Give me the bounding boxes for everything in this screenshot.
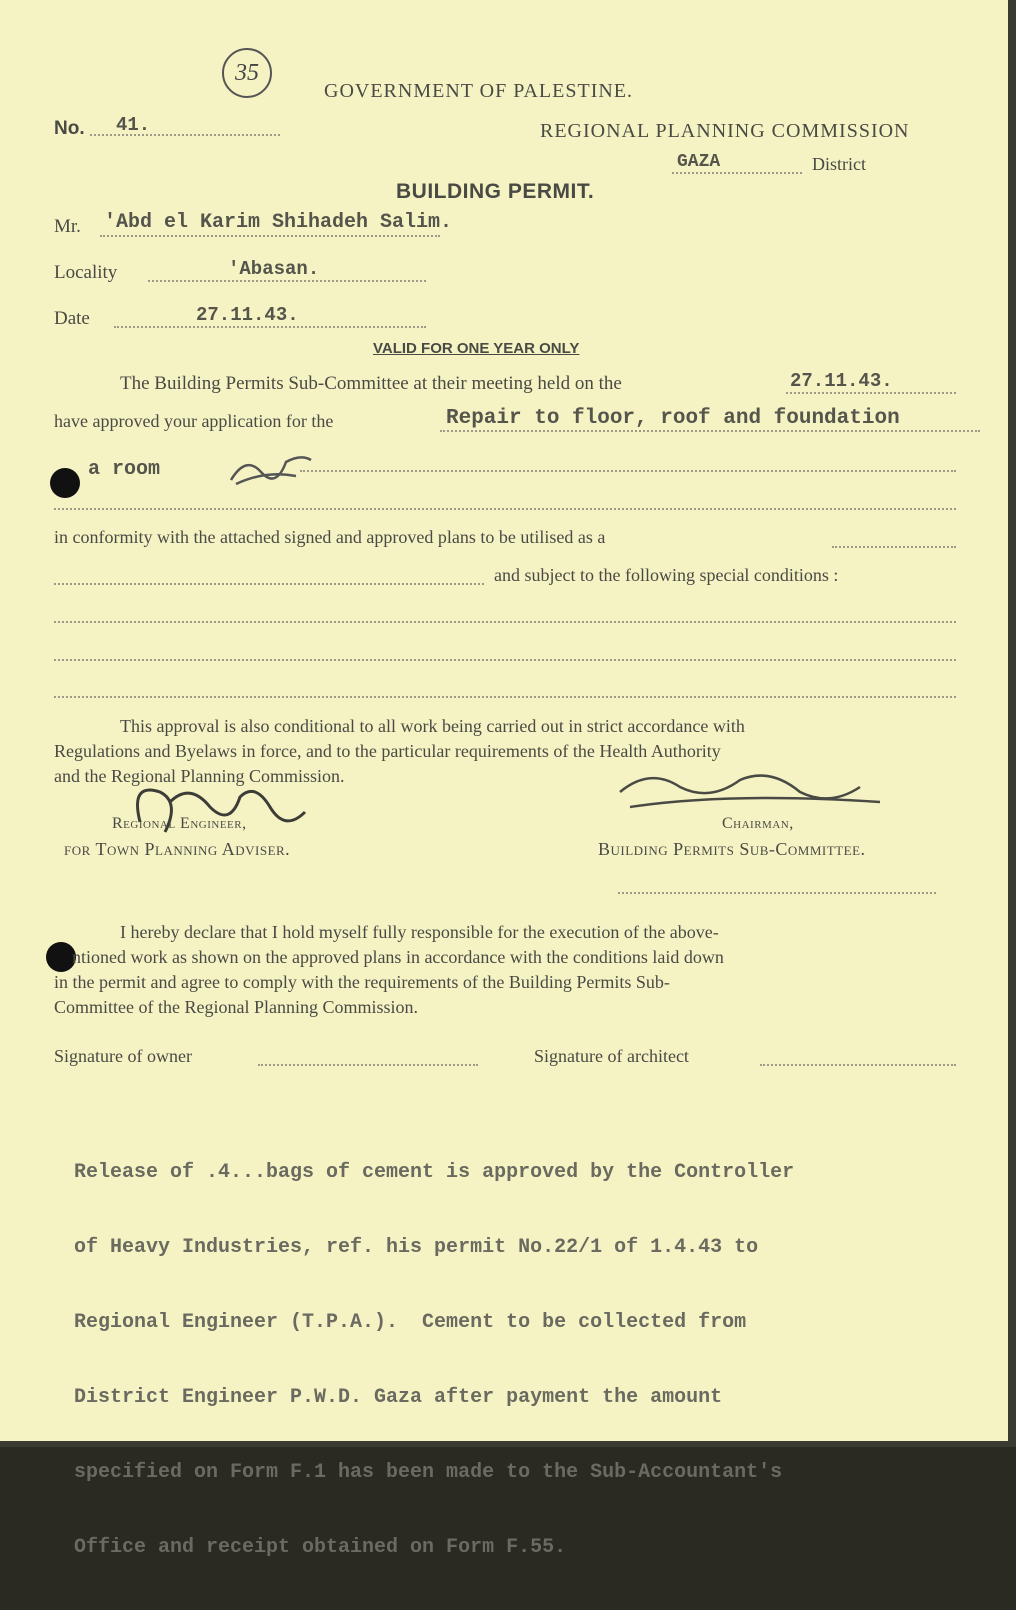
scan-edge-right bbox=[1008, 0, 1016, 1447]
conformity-text: in conformity with the attached signed and approved plans to be utilised as a bbox=[54, 527, 606, 547]
condition-dots-1 bbox=[54, 621, 956, 623]
condition-dots-2 bbox=[54, 659, 956, 661]
sub-committee-title: Building Permits Sub-Committee. bbox=[598, 839, 866, 859]
validity-notice: VALID FOR ONE YEAR ONLY bbox=[373, 340, 580, 357]
commission-heading: REGIONAL PLANNING COMMISSION bbox=[540, 120, 910, 142]
locality-dots bbox=[148, 280, 426, 282]
cement-note-line: specified on Form F.1 has been made to the Sub-Accountant's bbox=[74, 1461, 783, 1484]
applicant-label: Mr. bbox=[54, 216, 81, 237]
architect-signature-dots bbox=[760, 1064, 956, 1066]
permit-no-label: No. bbox=[54, 118, 85, 139]
approval-line: Regulations and Byelaws in force, and to the particular requirements of the Health Authority bbox=[54, 741, 721, 761]
purpose-dots-2 bbox=[300, 470, 956, 472]
purpose-line-1: Repair to floor, roof and foundation bbox=[446, 407, 900, 430]
chairman-title: Chairman, bbox=[722, 815, 794, 832]
condition-dots-3 bbox=[54, 696, 956, 698]
district-dots bbox=[672, 172, 802, 174]
cement-note-line: District Engineer P.W.D. Gaza after payment the amount bbox=[74, 1386, 723, 1409]
purpose-dots-3 bbox=[54, 508, 956, 510]
stamp-number: 35 bbox=[222, 48, 272, 98]
applicant-dots bbox=[100, 235, 440, 237]
owner-signature-label: Signature of owner bbox=[54, 1046, 192, 1066]
declaration-paragraph bbox=[54, 920, 958, 1020]
purpose-line-2: a room bbox=[88, 458, 161, 481]
district-value: GAZA bbox=[677, 152, 721, 172]
meeting-date-dots bbox=[786, 392, 956, 394]
architect-signature-label: Signature of architect bbox=[534, 1046, 689, 1066]
date-value: 27.11.43. bbox=[196, 304, 299, 326]
cement-note-line: of Heavy Industries, ref. his permit No.22/1 of 1.4.43 to bbox=[74, 1236, 759, 1259]
conditions-lead-dots bbox=[54, 583, 484, 585]
government-heading: GOVERNMENT OF PALESTINE. bbox=[324, 80, 634, 102]
cement-note-line: Office and receipt obtained on Form F.55. bbox=[74, 1536, 567, 1559]
purpose-dots-1 bbox=[440, 430, 980, 432]
meeting-text: The Building Permits Sub-Committee at their meeting held on the bbox=[120, 373, 622, 394]
declaration-line: ntioned work as shown on the approved plans in accordance with the conditions laid down bbox=[72, 947, 724, 967]
owner-signature-dots bbox=[258, 1064, 478, 1066]
approved-text: have approved your application for the bbox=[54, 411, 334, 431]
permit-no-value: 41. bbox=[116, 114, 151, 136]
utilised-dots bbox=[832, 546, 956, 548]
approval-line: This approval is also conditional to all work being carried out in strict accordance with bbox=[120, 716, 745, 736]
locality-label: Locality bbox=[54, 262, 118, 283]
declaration-line: Committee of the Regional Planning Commission. bbox=[54, 997, 418, 1017]
declaration-line: in the permit and agree to comply with the requirements of the Building Permits Sub- bbox=[54, 972, 670, 992]
cement-note-line: Release of .4...bags of cement is approved by the Controller bbox=[74, 1161, 795, 1184]
town-planning-title: for Town Planning Adviser. bbox=[64, 839, 291, 859]
date-label: Date bbox=[54, 308, 90, 329]
punch-hole-top bbox=[50, 468, 80, 498]
cement-note-line: Regional Engineer (T.P.A.). Cement to be collected from bbox=[74, 1311, 747, 1334]
approval-line: and the Regional Planning Commission. bbox=[54, 766, 345, 786]
cement-release-note bbox=[74, 1110, 984, 1610]
declaration-line: I hereby declare that I hold myself fully responsible for the execution of the above- bbox=[120, 922, 719, 942]
meeting-date: 27.11.43. bbox=[790, 370, 893, 392]
chairman-dots bbox=[618, 892, 936, 894]
applicant-name: 'Abd el Karim Shihadeh Salim. bbox=[104, 211, 453, 234]
district-label: District bbox=[812, 154, 866, 174]
permit-title: BUILDING PERMIT. bbox=[396, 180, 595, 203]
permit-no-dots bbox=[90, 134, 280, 136]
date-dots bbox=[114, 326, 426, 328]
conditions-text: and subject to the following special conditions : bbox=[494, 565, 839, 585]
locality-value: 'Abasan. bbox=[228, 258, 320, 280]
regional-engineer-title: Regional Engineer, bbox=[112, 815, 247, 832]
